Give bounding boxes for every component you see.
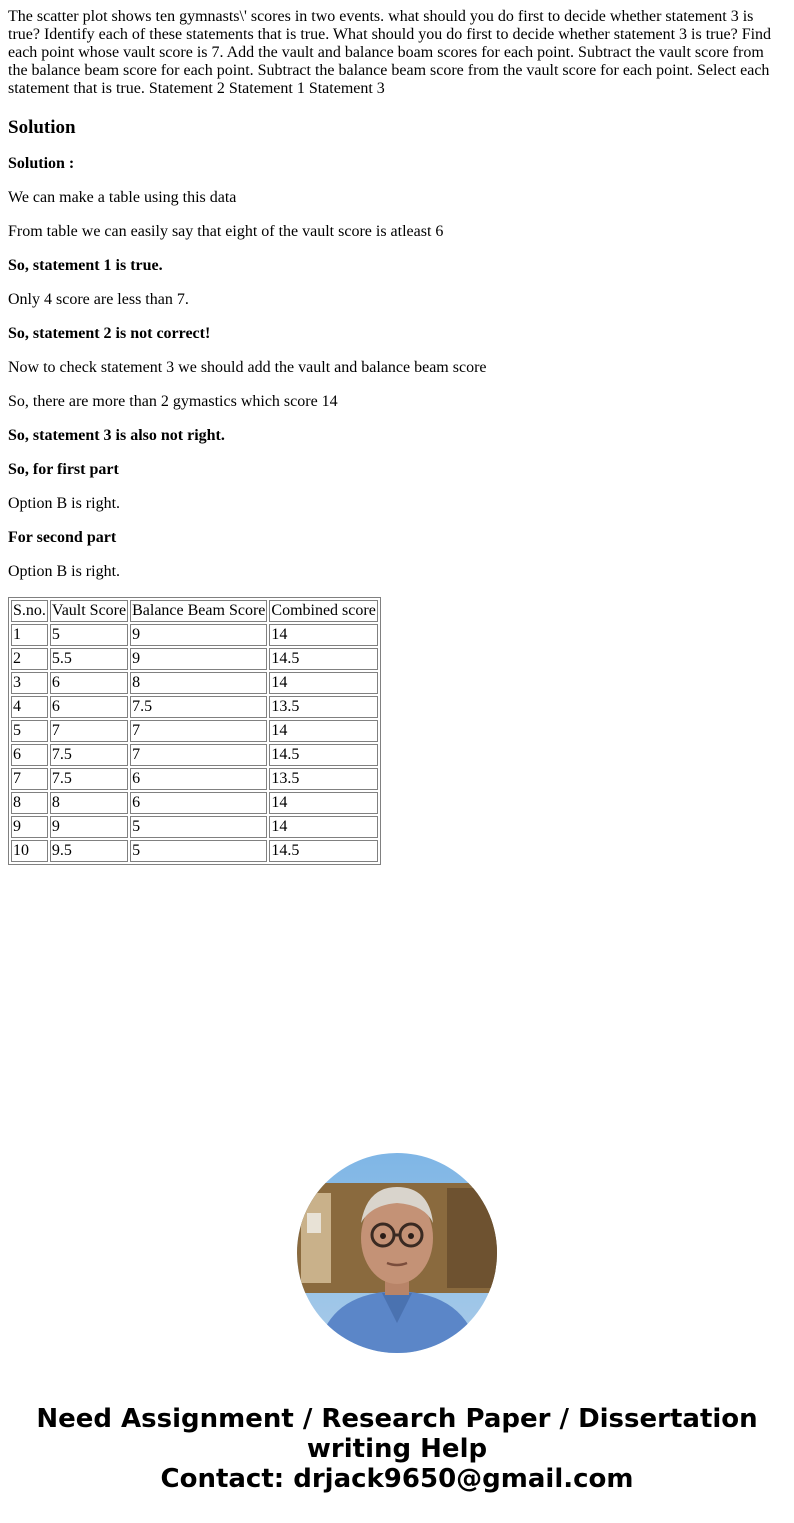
table-cell: 14.5 — [269, 648, 377, 670]
table-cell: 13.5 — [269, 768, 377, 790]
table-cell: 6 — [50, 672, 128, 694]
table-cell: 13.5 — [269, 696, 377, 718]
table-cell: 14 — [269, 816, 377, 838]
table-cell: 5 — [130, 816, 267, 838]
table-cell: 6 — [50, 696, 128, 718]
solution-paragraph: So, for first part — [8, 461, 119, 478]
table-cell: 14 — [269, 624, 377, 646]
table-row — [11, 816, 378, 838]
table-cell: 6 — [130, 768, 267, 790]
solution-paragraph: Option B is right. — [8, 563, 121, 580]
table-header-row — [11, 600, 378, 622]
table-cell: 6 — [11, 744, 48, 766]
promo-line: Need Assignment / Research Paper / Dissertation — [36, 1404, 758, 1434]
table-cell: 8 — [50, 792, 128, 814]
table-cell: 14.5 — [269, 744, 377, 766]
table-row — [11, 696, 378, 718]
table-row — [11, 672, 378, 694]
table-cell: 14 — [269, 672, 377, 694]
solution-paragraph: For second part — [8, 529, 117, 546]
table-cell: 7 — [130, 720, 267, 742]
solution-paragraph: Now to check statement 3 we should add the vault and balance beam score — [8, 359, 487, 376]
solution-paragraph: We can make a table using this data — [8, 189, 237, 206]
table-row — [11, 792, 378, 814]
table-header-cell: Combined score — [269, 600, 377, 622]
table-cell: 5 — [130, 840, 267, 862]
table-cell: 3 — [11, 672, 48, 694]
table-cell: 7 — [130, 744, 267, 766]
promo-line: writing Help — [306, 1434, 488, 1464]
scores-table — [8, 597, 381, 865]
solution-body — [8, 155, 786, 581]
table-cell: 7.5 — [130, 696, 267, 718]
table-cell: 2 — [11, 648, 48, 670]
table-cell: 5 — [11, 720, 48, 742]
table-cell: 9 — [130, 624, 267, 646]
table-cell: 14 — [269, 792, 377, 814]
question-text: The scatter plot shows ten gymnasts\' scores in two events. what should you do first to decide whether statement 3 is true? Identify each of these statements that is true. What should you do first to decide whether statement 3 is true? Find each point whose vault score is 7. Add the vault and balance boam scores for each point. Subtract the vault score from the balance beam score for each point. Subtract the balance beam score from the vault score for each point. Select each statement that is true. Statement 2 Statement 1 Statement 3 — [8, 8, 772, 97]
table-cell: 7.5 — [50, 768, 128, 790]
table-cell: 14.5 — [269, 840, 377, 862]
table-cell: 9.5 — [50, 840, 128, 862]
table-cell: 7 — [11, 768, 48, 790]
table-header-cell: Vault Score — [50, 600, 128, 622]
table-cell: 8 — [130, 672, 267, 694]
solution-paragraph: Solution : — [8, 155, 75, 172]
table-cell: 10 — [11, 840, 48, 862]
table-cell: 5 — [50, 624, 128, 646]
table-cell: 7.5 — [50, 744, 128, 766]
solution-paragraph: Only 4 score are less than 7. — [8, 291, 189, 308]
table-cell: 8 — [11, 792, 48, 814]
table-cell: 4 — [11, 696, 48, 718]
table-header-cell: S.no. — [11, 600, 48, 622]
table-cell: 14 — [269, 720, 377, 742]
table-cell: 7 — [50, 720, 128, 742]
table-cell: 5.5 — [50, 648, 128, 670]
table-header-cell: Balance Beam Score — [130, 600, 267, 622]
promo-banner — [0, 1404, 794, 1494]
table-row — [11, 624, 378, 646]
solution-paragraph: Option B is right. — [8, 495, 121, 512]
table-row — [11, 840, 378, 862]
table-row — [11, 744, 378, 766]
promo-contact: Contact: drjack9650@gmail.com — [160, 1464, 634, 1494]
tutor-photo — [297, 1153, 497, 1353]
solution-paragraph: So, there are more than 2 gymastics which score 14 — [8, 393, 338, 410]
solution-paragraph: So, statement 1 is true. — [8, 257, 163, 274]
table-row — [11, 720, 378, 742]
table-cell: 1 — [11, 624, 48, 646]
table-row — [11, 648, 378, 670]
table-cell: 9 — [11, 816, 48, 838]
solution-heading: Solution — [8, 117, 76, 138]
solution-paragraph: From table we can easily say that eight of the vault score is atleast 6 — [8, 223, 444, 240]
table-cell: 9 — [130, 648, 267, 670]
table-row — [11, 768, 378, 790]
table-cell: 9 — [50, 816, 128, 838]
table-cell: 6 — [130, 792, 267, 814]
solution-paragraph: So, statement 3 is also not right. — [8, 427, 225, 444]
solution-paragraph: So, statement 2 is not correct! — [8, 325, 211, 342]
tutor-avatar — [297, 1153, 497, 1353]
